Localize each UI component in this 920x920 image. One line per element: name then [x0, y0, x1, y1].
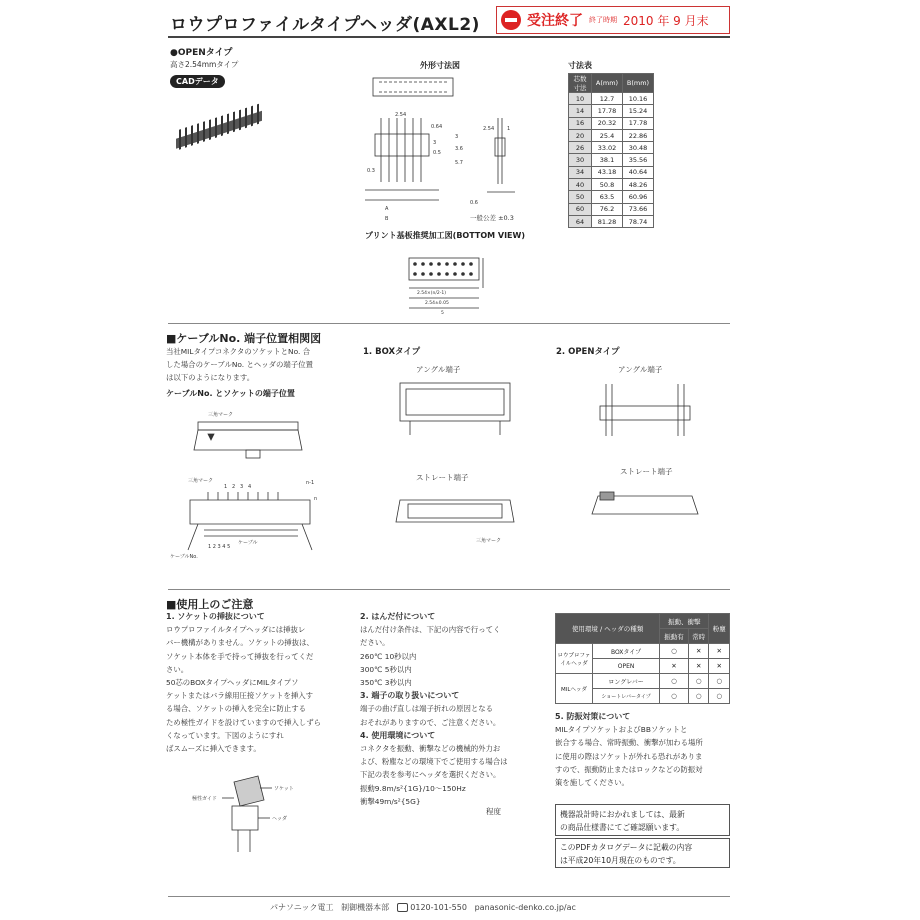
- outline-drawing: [355, 72, 535, 222]
- degree-label: 程度: [486, 807, 501, 816]
- table-row: OPEN ✕ ✕ ✕: [556, 659, 730, 674]
- table-row: 34 43.18 40.64: [569, 166, 654, 178]
- mark-label: 三角マーク: [188, 478, 214, 484]
- table-row: 16 20.32 17.78: [569, 117, 654, 129]
- footer: [270, 902, 576, 913]
- footer-dept: 制御機器本部: [341, 903, 390, 912]
- notes-col2: 2. はんだ付について はんだ付け条件は、下記の内容で行ってく ださい。 260℃ 10秒以内 300℃ 5秒以内 350℃ 3秒以内 3. 端子の取り扱いについて 端子の曲げ直しは端子折れの原因となる おそれがありますので、ご注意ください。 4. 使用環境について コネクタを振動、衝撃などの機械的外力お よび、粉塵などの環境下でご使用する場合は 下記の表を参考にヘッダを選択ください。 振動9.8m/s²{1G}/10～150Hz 衝撃49m/s²{5G}: [360, 610, 550, 808]
- header-rule: [168, 36, 730, 38]
- cable-text: 当社MILタイプコネクタのソケットとNo. 合 した場合のケーブルNo. とヘッダの端子位置 は以下のようになります。: [166, 347, 313, 383]
- table-header-row: [569, 74, 654, 93]
- table-header-cell: 粉塵: [709, 614, 730, 644]
- dim-label: 2.54: [395, 112, 407, 118]
- pcb-title: プリント基板推奨加工図(BOTTOM VIEW): [365, 231, 525, 240]
- table-row: 50 63.5 60.96: [569, 191, 654, 203]
- cable-subheading: ケーブルNo. とソケットの端子位置: [166, 389, 295, 398]
- table-row: 10 12.7 10.16: [569, 93, 654, 105]
- svg-text:n-1: n-1: [306, 480, 315, 486]
- svg-text:4: 4: [248, 484, 252, 490]
- connector-photo: [172, 92, 272, 152]
- end-label: 受注終了: [527, 13, 583, 29]
- dim-label: 1: [507, 126, 511, 132]
- svg-text:1: 1: [224, 484, 228, 490]
- table-header-cell: A(mm): [592, 74, 623, 93]
- notes-heading: ■使用上のご注意: [166, 598, 254, 611]
- svg-text:n: n: [314, 496, 318, 502]
- dim-label: 3.6: [455, 146, 463, 152]
- open-straight-label: ストレート端子: [620, 467, 673, 476]
- dim-label: A: [385, 206, 389, 212]
- svg-text:1 2 3 4 5: 1 2 3 4 5: [208, 544, 231, 550]
- note5-title: 5. 防振対策について: [555, 712, 631, 721]
- cable-heading: ■ケーブルNo. 端子位置相関図: [166, 332, 322, 345]
- spec-note-box: 機器設計時におかれましては、最新 の商品仕様書にてご確認願います。: [555, 804, 730, 836]
- table-row: ショートレバータイプ ○ ○ ○: [556, 689, 730, 704]
- svg-text:2: 2: [232, 484, 236, 490]
- box-angle-label: アングル端子: [416, 365, 461, 374]
- dim-label: B: [385, 216, 389, 222]
- notes-col3: 5. 防振対策について MILタイプソケットおよびBBソケットと 嵌合する場合、常時振動、衝撃が加わる場所 に使用の際はソケットが外れる恐れがありま すので、振動防止またはロックなどの防振対 策を施してください。: [555, 710, 733, 789]
- note3-title: 3. 端子の取り扱いについて: [360, 691, 460, 701]
- order-end-badge: [496, 6, 730, 34]
- dim-label: 0.64: [431, 124, 443, 130]
- note2-title: 2. はんだ付について: [360, 612, 436, 621]
- no-entry-icon: [501, 10, 521, 30]
- cable-no-label: ケーブルNo.: [170, 554, 198, 560]
- cable-socket-drawing: [168, 400, 318, 560]
- page-title: ロウプロファイルタイプヘッダ(AXL2): [170, 15, 480, 35]
- box-straight-label: ストレート端子: [416, 473, 469, 482]
- dimension-table: [568, 73, 654, 228]
- pcb-dim: 2.54±0.05: [425, 301, 449, 306]
- pcb-drawing: [395, 248, 495, 318]
- end-date: 2010 年 9 月末: [623, 13, 709, 28]
- section-rule: [168, 323, 730, 324]
- table-header-cell: 振動有: [660, 629, 689, 644]
- open-straight-drawing: [580, 482, 710, 532]
- dim-label: 2.54: [483, 126, 495, 132]
- outline-title: 外形寸法図: [420, 61, 460, 70]
- tolerance-note: 一般公差 ±0.3: [470, 214, 514, 222]
- table-header-cell: 芯数 寸法: [569, 74, 592, 93]
- footer-rule: [168, 896, 730, 897]
- note1-title: 1. ソケットの挿抜について: [166, 612, 265, 621]
- table-row: 60 76.2 73.66: [569, 203, 654, 215]
- box-mark-label: 三角マーク: [476, 538, 502, 544]
- open-heading: ●OPENタイプ: [170, 48, 233, 58]
- dim-table-title: 寸法表: [568, 61, 592, 70]
- pcb-dim: 5: [441, 311, 444, 316]
- svg-text:3: 3: [240, 484, 244, 490]
- open-angle-label: アングル端子: [618, 365, 663, 374]
- dim-label: 5.7: [455, 160, 463, 166]
- table-row: ロウプロファイルヘッダ BOXタイプ ○ ✕ ✕: [556, 644, 730, 659]
- table-header-cell: 振動、衝撃: [660, 614, 709, 629]
- phone-icon: [397, 903, 408, 912]
- footer-phone: 0120-101-550: [410, 903, 467, 912]
- table-row: MILヘッダ ロングレバー ○ ○ ○: [556, 674, 730, 689]
- dim-label: 3: [433, 140, 437, 146]
- table-row: 26 33.02 30.48: [569, 142, 654, 154]
- section-rule: [168, 589, 730, 590]
- pcb-dim: 2.54×(n/2-1): [417, 291, 447, 296]
- environment-table: [555, 613, 730, 704]
- end-small-label: 終了時期: [589, 16, 617, 24]
- socket-insert-drawing: [190, 772, 300, 862]
- note4-title: 4. 使用環境について: [360, 730, 436, 740]
- table-header-cell: 使用環境 / ヘッダの種類: [556, 614, 660, 644]
- guide-label: 極性ガイド: [192, 796, 217, 802]
- socket-label: ソケット: [274, 786, 294, 792]
- cad-data-button[interactable]: CADデータ: [170, 75, 225, 88]
- dim-label: 0.5: [433, 150, 441, 156]
- table-row: 40 50.8 48.26: [569, 179, 654, 191]
- box-type-title: 1. BOXタイプ: [363, 347, 421, 357]
- header-label: ヘッダ: [272, 816, 288, 822]
- date-note-box: このPDFカタログデータに記載の内容 は平成20年10月現在のものです。: [555, 838, 730, 868]
- footer-url[interactable]: panasonic-denko.co.jp/ac: [474, 903, 576, 912]
- dim-label: 0.6: [470, 200, 478, 206]
- open-type-title: 2. OPENタイプ: [556, 347, 620, 357]
- box-angle-drawing: [380, 375, 530, 445]
- mark-label: 三角マーク: [208, 412, 234, 418]
- dim-label: 0.3: [367, 168, 375, 174]
- table-row: 30 38.1 35.56: [569, 154, 654, 166]
- open-angle-drawing: [580, 380, 710, 450]
- table-row: 14 17.78 15.24: [569, 105, 654, 117]
- table-row: 20 25.4 22.86: [569, 129, 654, 141]
- table-row: 64 81.28 78.74: [569, 215, 654, 227]
- table-header-cell: 常時: [688, 629, 709, 644]
- box-straight-drawing: [380, 488, 530, 548]
- footer-company: パナソニック電工: [270, 903, 334, 912]
- open-subheading: 高さ2.54mmタイプ: [170, 60, 239, 69]
- table-header-cell: B(mm): [623, 74, 654, 93]
- cable-label: ケーブル: [238, 540, 258, 546]
- dim-label: 3: [455, 134, 459, 140]
- notes-col1: 1. ソケットの挿抜について ロウプロファイルタイプヘッダには挿抜レ バー機構がありません。ソケットの挿抜は、 ソケット本体を手で持って挿抜を行ってくだ さい。 50芯のBOXタイプヘッダにMILタイプソ ケットまたはバラ線用圧接ソケットを挿入す る場合、ソケットの挿入を完全に防止する ため極性ガイドを設けていますので挿入しずら くなっています。下図のようにすれ ばスムーズに挿入できます。: [166, 610, 346, 755]
